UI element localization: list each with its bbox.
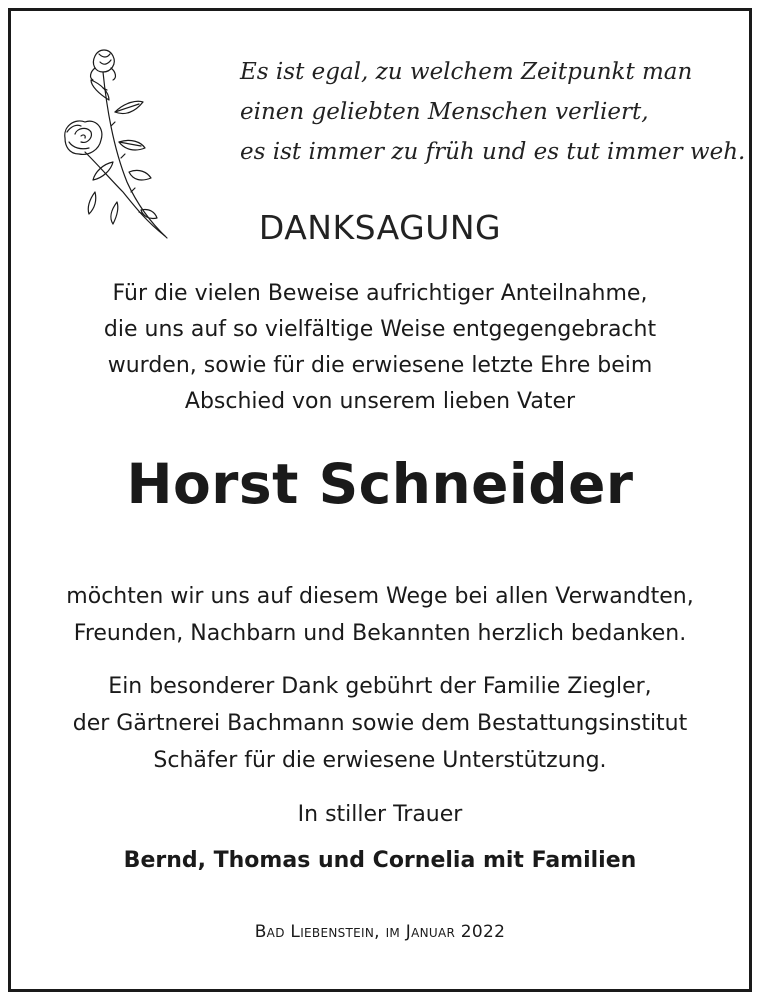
page-title: DANKSAGUNG <box>258 208 502 247</box>
thanks-line: Freunden, Nachbarn und Bekannten herzlich bedanken. <box>73 621 687 646</box>
special-thanks-line: Ein besonderer Dank gebührt der Familie Ziegler, <box>108 674 652 699</box>
intro-line: die uns auf so vielfältige Weise entgegengebracht <box>103 317 657 342</box>
intro-line: wurden, sowie für die erwiesene letzte Ehre beim <box>107 353 653 378</box>
quote-line: einen geliebten Menschen verliert, <box>240 99 649 125</box>
quote-line: es ist immer zu früh und es tut immer weh. <box>240 139 746 165</box>
special-thanks-line: Schäfer für die erwiesene Unterstützung. <box>153 748 607 773</box>
place-date: Bad Liebenstein, im Januar 2022 <box>254 922 506 942</box>
memorial-quote <box>240 52 746 172</box>
special-thanks-line: der Gärtnerei Bachmann sowie dem Bestattungsinstitut <box>72 711 688 736</box>
deceased-name: Horst Schneider <box>126 452 634 516</box>
family-signature: Bernd, Thomas und Cornelia mit Familien <box>123 848 637 873</box>
quote-line: Es ist egal, zu welchem Zeitpunkt man <box>240 59 693 85</box>
thanks-line: möchten wir uns auf diesem Wege bei allen Verwandten, <box>66 584 694 609</box>
thanks-paragraph <box>0 578 760 652</box>
intro-line: Für die vielen Beweise aufrichtiger Anteilnahme, <box>112 281 648 306</box>
intro-line: Abschied von unserem lieben Vater <box>184 389 576 414</box>
special-thanks-paragraph <box>0 668 760 779</box>
intro-paragraph <box>0 276 760 420</box>
closing-phrase: In stiller Trauer <box>297 802 463 827</box>
